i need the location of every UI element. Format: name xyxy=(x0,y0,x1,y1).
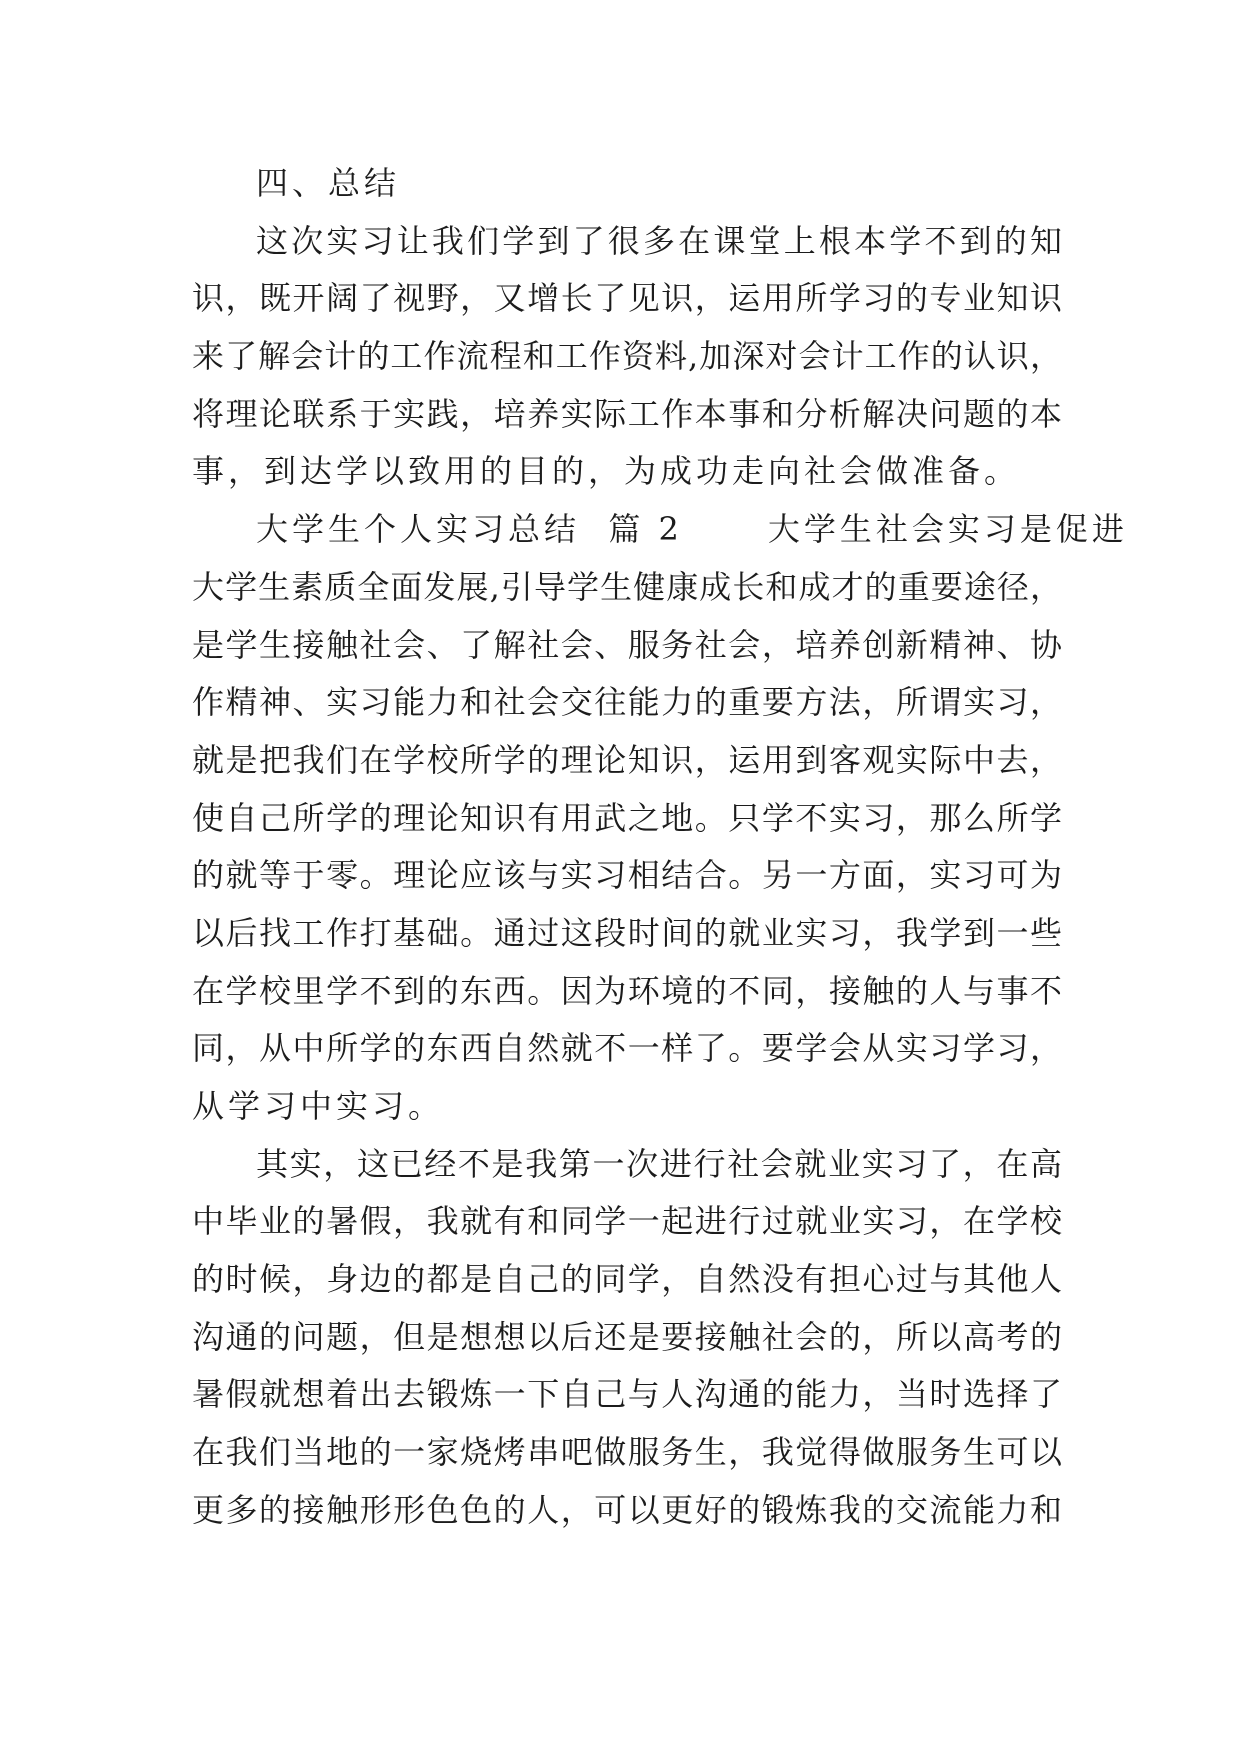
paragraph-line: 从学习中实习。 xyxy=(192,1087,445,1125)
paragraph-line: 使自己所学的理论知识有用武之地。只学不实习，那么所学 xyxy=(192,798,1062,837)
paragraph-line: 就是把我们在学校所学的理论知识，运用到客观实际中去， xyxy=(192,740,1062,779)
paragraph-line: 这次实习让我们学到了很多在课堂上根本学不到的知 xyxy=(256,221,1062,260)
document-body xyxy=(192,155,1128,1540)
paragraph-line: 是学生接触社会、了解社会、服务社会，培养创新精神、协 xyxy=(192,625,1062,664)
paragraph-line: 沟通的问题，但是想想以后还是要接触社会的，所以高考的 xyxy=(192,1317,1062,1356)
paragraph-line: 中毕业的暑假，我就有和同学一起进行过就业实习，在学校 xyxy=(192,1202,1062,1241)
paragraph-line: 以后找工作打基础。通过这段时间的就业实习，我学到一些 xyxy=(192,913,1062,952)
paragraph-line: 在学校里学不到的东西。因为环境的不同，接触的人与事不 xyxy=(192,971,1062,1010)
paragraph-line: 事，到达学以致用的目的，为成功走向社会做准备。 xyxy=(192,452,1021,491)
paragraph-line: 作精神、实习能力和社会交往能力的重要方法，所谓实习， xyxy=(192,683,1062,722)
article-title-line: 大学生个人实习总结 篇 2 大学生社会实习是促进 xyxy=(256,510,1128,549)
paragraph-line: 暑假就想着出去锻炼一下自己与人沟通的能力，当时选择了 xyxy=(192,1375,1062,1414)
paragraph-line: 的时候，身边的都是自己的同学，自然没有担心过与其他人 xyxy=(192,1260,1062,1299)
paragraph-line: 在我们当地的一家烧烤串吧做服务生，我觉得做服务生可以 xyxy=(192,1433,1062,1472)
paragraph-line: 识，既开阔了视野，又增长了见识，运用所学习的专业知识 xyxy=(192,279,1062,318)
paragraph-line: 同，从中所学的东西自然就不一样了。要学会从实习学习， xyxy=(192,1029,1062,1068)
paragraph-line: 的就等于零。理论应该与实习相结合。另一方面，实习可为 xyxy=(192,856,1062,895)
paragraph-line: 更多的接触形形色色的人，可以更好的锻炼我的交流能力和 xyxy=(192,1490,1062,1529)
paragraph-line: 将理论联系于实践，培养实际工作本事和分析解决问题的本 xyxy=(192,394,1062,433)
paragraph-line: 其实，这已经不是我第一次进行社会就业实习了，在高 xyxy=(256,1144,1062,1183)
section-heading: 四、总结 xyxy=(256,164,401,202)
paragraph-line: 来了解会计的工作流程和工作资料,加深对会计工作的认识， xyxy=(192,337,1062,376)
paragraph-line: 大学生素质全面发展,引导学生健康成长和成才的重要途径， xyxy=(192,567,1062,606)
